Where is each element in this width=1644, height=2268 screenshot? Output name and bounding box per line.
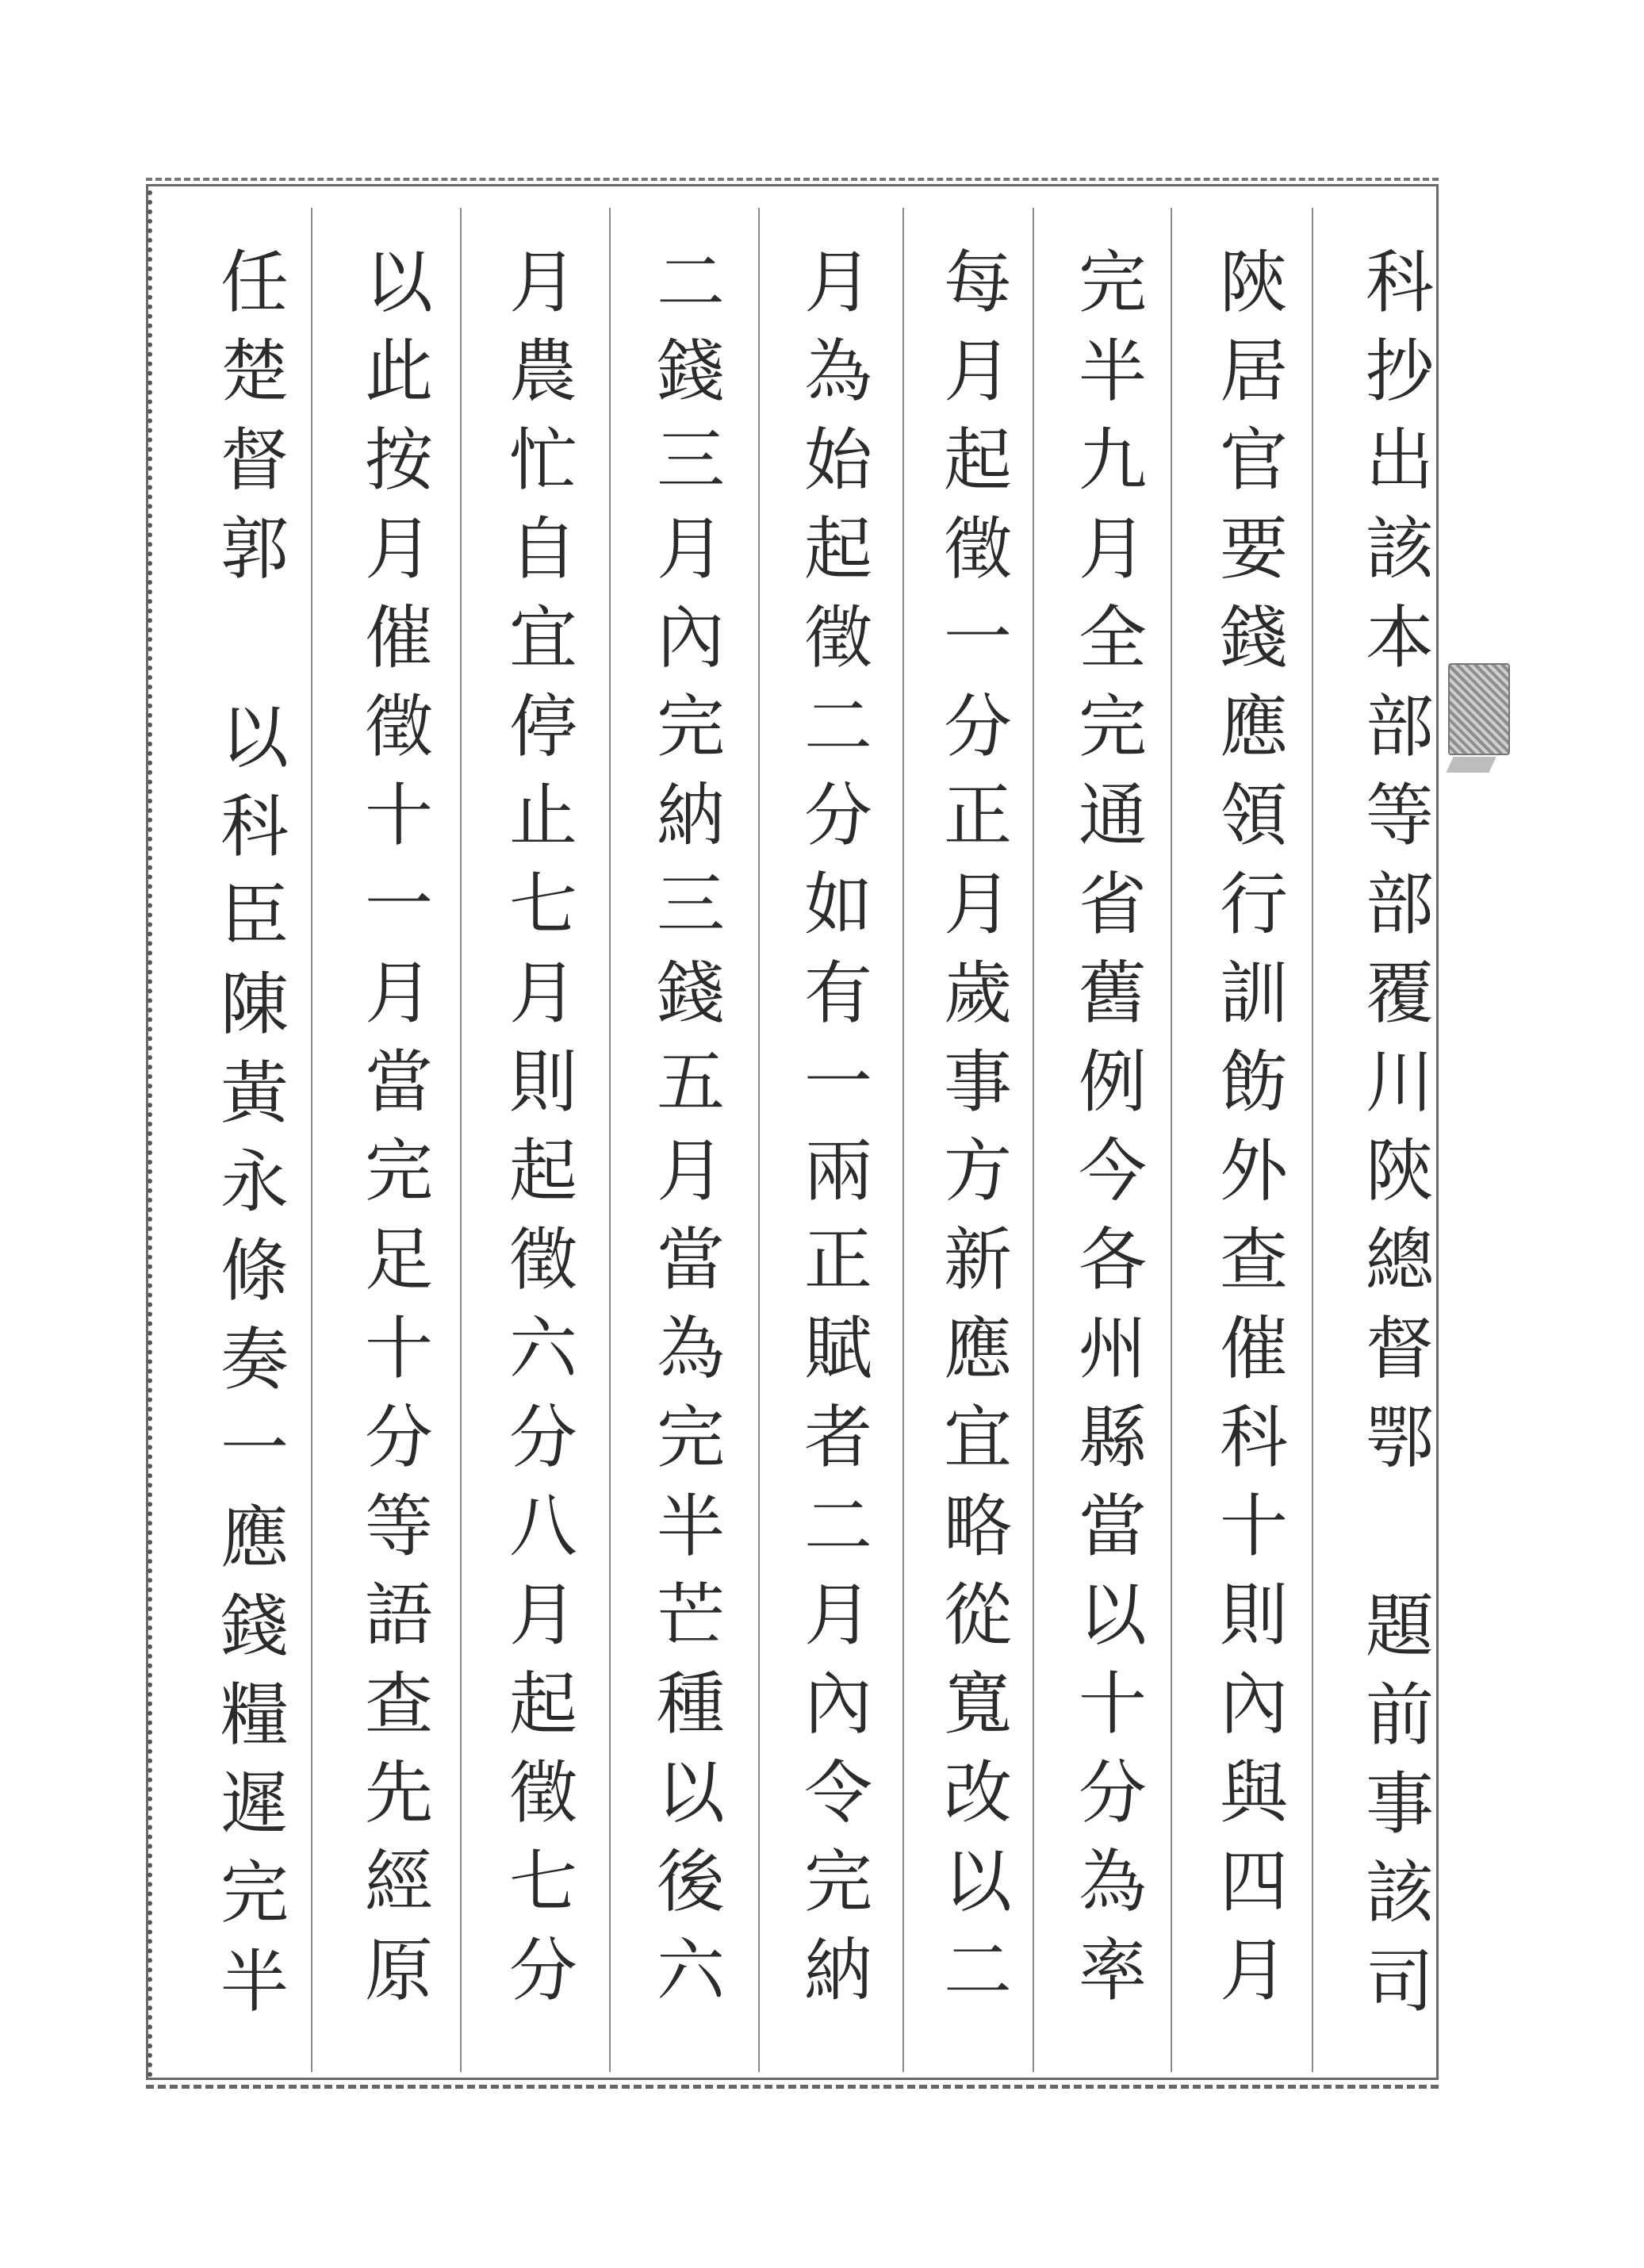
text-column-3: 完半九月全完通省舊例今各州縣當以十分為率 (1067, 246, 1146, 2023)
column-rule (460, 208, 462, 2072)
text-column-8: 以此按月催徵十一月當完足十分等語查先經原 (353, 246, 432, 2023)
top-frame-rule (146, 178, 1439, 184)
text-column-6: 二錢三月內完納三錢五月當為完半芒種以後六 (645, 246, 724, 2023)
text-column-7: 月農忙自宜停止七月則起徵六分八月起徵七分 (497, 246, 577, 2023)
binding-tab (1448, 663, 1510, 755)
column-rule (758, 208, 760, 2072)
column-rule (902, 208, 904, 2072)
text-column-9: 任楚督郭 以科臣陳黃永條奏一應錢糧遲完半 (209, 246, 288, 2034)
text-column-2: 陝居官要錢應領行訓飭外查催科十則內與四月 (1208, 246, 1287, 2023)
column-rule (609, 208, 611, 2072)
text-column-1: 科抄出該本部等部覆川陝總督鄂 題前事該司 (1354, 246, 1433, 2034)
column-rule (1171, 208, 1172, 2072)
binding-tab-mark (1446, 757, 1496, 773)
column-rule (311, 208, 312, 2072)
column-rule (1033, 208, 1034, 2072)
bottom-frame-rule (146, 2085, 1439, 2092)
left-frame-edge (148, 190, 157, 2078)
text-column-4: 每月起徵一分正月歲事方新應宜略從寬改以二 (932, 246, 1011, 2023)
text-column-5: 月為始起徵二分如有一兩正賦者二月內令完納 (792, 246, 872, 2023)
column-rule (1312, 208, 1313, 2072)
